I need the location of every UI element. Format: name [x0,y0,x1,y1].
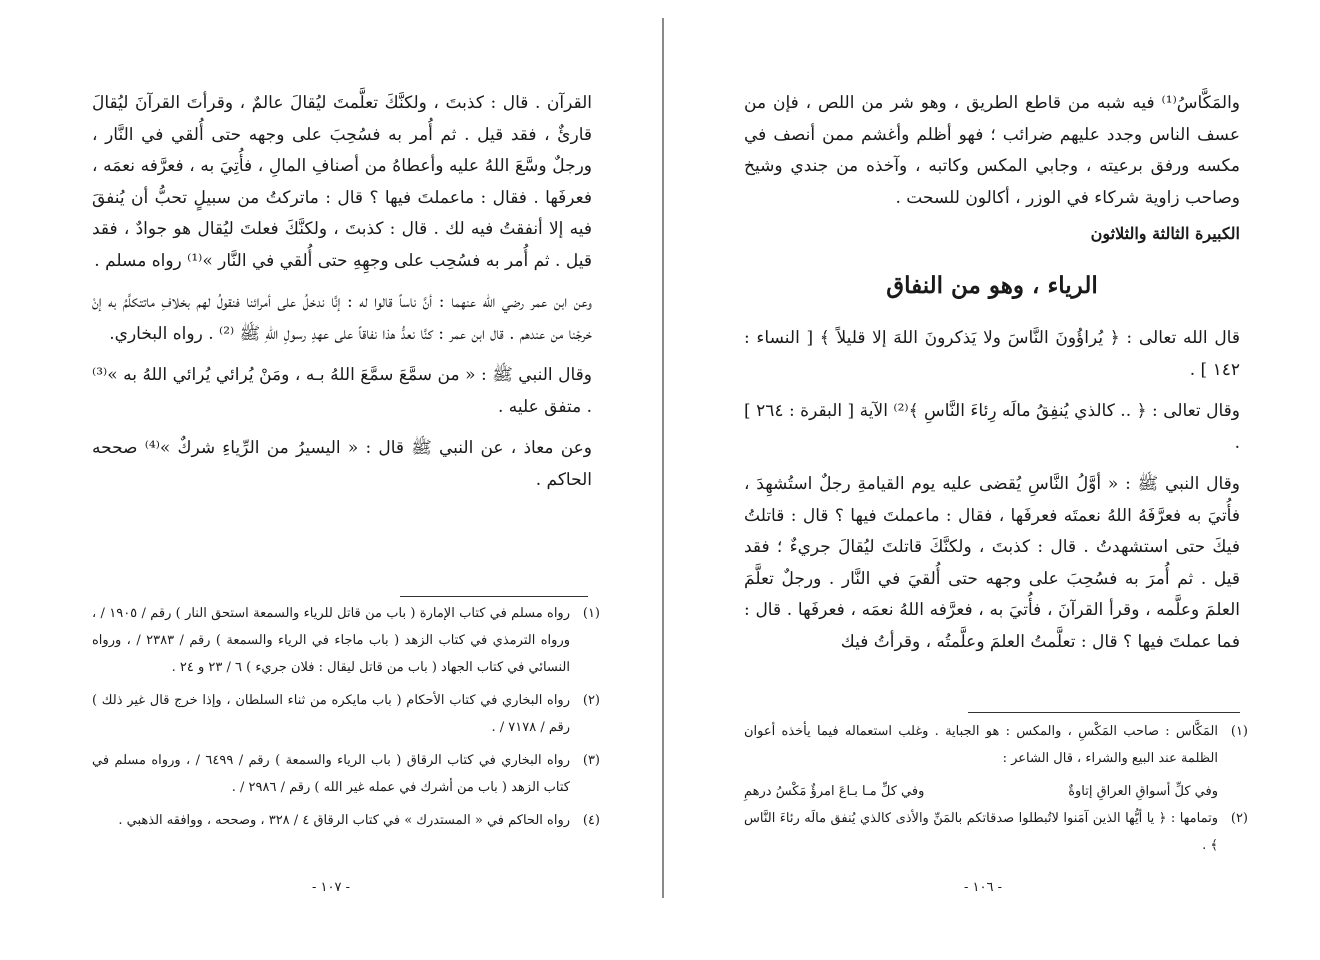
poetry-verse [744,778,1248,805]
footnote-number: (٤) [582,813,600,828]
right-intro-paragraph: والمَكَّاسُ⁽¹⁾ فيه شبه من قاطع الطريق ، وهو شر من اللص ، فإن من عسف الناس وجدد عليهم ضرائب ؛ فهو أظلم وأغشم ممن أنصف في مكسه ورفق برعيته ، وجابي المكس وكاتبه ، وآخذه من جندي وشيخ وصاحب زاوية شركاء في الوزر ، أكالون للسحت . [744,93,1240,208]
footnote-item [92,687,600,741]
book-spine-divider [662,18,664,898]
footnote-item [744,718,1248,772]
footnote-number: (١) [582,606,600,621]
footnote-number: (١) [1230,724,1248,739]
right-paragraph-3: وقال النبي ﷺ : « أوَّلُ النَّاسِ يُقضى عليه يوم القيامةِ رجلٌ استُشهِدَ ، فأُتيَ به فعرَّفَهُ اللهُ نعمتَه فعرفَها ، فقال : ماعملتَ فيها ؟ قال : قاتلتُ فيكَ حتى استشهدتُ . قال : كذبتَ ، ولكنَّكَ قاتلتَ ليُقالَ جريءٌ ؛ فقد قيل . ثم أُمرَ به فسُحِبَ على وجهه حتى أُلقيَ في النَّار . ورجلٌ تعلَّمَ العلمَ وعلَّمه ، وقرأ القرآنَ ، فأُتيَ به ، فعرَّفه اللهُ نعمَه ، فعرفَها . قال : فما عملتَ فيها ؟ قال : تعلَّمتُ العلمَ وعلَّمتُه ، وقرأتُ فيك [744,474,1240,652]
left-page-body [92,88,592,496]
right-page-body [744,88,1240,658]
chapter-title: الرياء ، وهو من النفاق [886,271,1098,299]
left-paragraph-4: وعن معاذ ، عن النبي ﷺ قال : « اليسيرُ من الرِّياءِ شركٌ »⁽⁴⁾ صححه الحاكم . [92,438,592,490]
footnote-text: رواه البخاري في كتاب الرقاق ( باب الرياء والسمعة ) رقم / ٦٤٩٩ / ، ورواه مسلم في كتاب الزهد ( باب من أشرك في عمله غير الله ) رقم / ٢٩٨٦ / . [92,753,570,795]
right-page [668,0,1320,960]
right-footnotes [744,718,1248,865]
verse-first-hemistich: وفي كلِّ أسواقِ العراقِ إتاوةٌ [1068,784,1218,799]
footnote-text: المَكَّاس : صاحب المَكْسِ ، والمكس : هو الجباية . وغلب استعماله فيما يأخذه أعوان الظلمة عند البيع والشراء ، قال الشاعر : [744,724,1218,766]
chapter-label: الكبيرة الثالثة والثلاثون [1090,224,1240,243]
left-page-number: - ١٠٧ - [312,880,351,895]
left-paragraph-1: القرآن . قال : كذبتَ ، ولكنَّكَ تعلَّمتَ ليُقالَ عالمٌ ، وقرأتَ القرآنَ ليُقالَ قارئٌ ، فقد قيل . ثم أُمر به فسُحِبَ على وجهه حتى أُلقي في النَّار ، ورجلٌ وسَّعَ اللهُ عليه وأعطاهُ من أصنافِ المالِ ، فأُتِيَ به ، فعرَّفه نعمَه ، فعرفَها . فقال : ماعملتَ فيها ؟ قال : ماتركتُ من سبيلٍ تحبُّ أن يُنفقَ فيه إلا أنفقتُ فيه لك . قال : كذبتَ ، ولكنَّكَ فعلتَ ليُقال هو جوادٌ ، فقد قيل . ثم أُمر به فسُحِب على وجهِهِ حتى أُلقي في النَّار »⁽¹⁾ رواه مسلم . [92,93,592,271]
footnote-number: (٣) [582,753,600,768]
right-paragraph-2: وقال تعالى : ﴿ .. كالذي يُنفِقُ مالَه رِئاءَ النَّاسِ ﴾⁽²⁾ الآية [ البقرة : ٢٦٤ ] . [744,401,1240,453]
footnote-text: وتمامها : ﴿ يا أيُّها الذين آمَنوا لاتُبطلوا صدقاتكم بالمَنِّ والأذى كالذي يُنفق مالَه رئاءَ النَّاس ﴾ . [744,811,1218,853]
footnote-text: رواه مسلم في كتاب الإمارة ( باب من قاتل للرياء والسمعة استحق النار ) رقم / ١٩٠٥ / ، ورواه الترمذي في كتاب الزهد ( باب ماجاء في الرياء والسمعة ) رقم / ٢٣٨٣ / ، ورواه النسائي في كتاب الجهاد ( باب من قاتل ليقال : فلان جريء ) ٦ / ٢٣ و ٢٤ . [92,606,570,675]
right-footnote-divider [968,712,1240,713]
verse-second-hemistich: وفي كلِّ مـا بـاعَ امرؤٌ مَكْسُ درهمِ [744,784,925,799]
footnote-item [92,747,600,801]
footnote-text: رواه البخاري في كتاب الأحكام ( باب مايكره من ثناء السلطان ، وإذا خرج قال غير ذلك ) رقم / ٧١٧٨ / . [92,693,570,735]
footnote-item [92,600,600,681]
footnote-number: (٢) [582,693,600,708]
right-paragraph-1: قال الله تعالى : ﴿ يُراؤُونَ النَّاسَ ولا يَذكرونَ اللهَ إلا قليلاً ﴾ [ النساء : ١٤٢ ] . [744,328,1240,380]
left-footnotes [92,600,600,840]
footnote-number: (٢) [1230,811,1248,826]
left-paragraph-3: وقال النبي ﷺ : « من سمَّعَ سمَّعَ اللهُ بـه ، ومَنْ يُرائي يُرائي اللهُ به »⁽³⁾ . متفق عليه . [92,365,592,417]
left-paragraph-2: وعن ابن عمر رضي الله عنهما : أنَّ ناساً قالوا له : إنَّا ندخلُ على أمرائنا فنقولُ لهم بخلافِ ماتتكلَّمُ به إنْ خرجْنا من عندهم . قال ابن عمر : كنَّا نعدُّ هذا نفاقاً على عهدِ رسولِ اللهِ ﷺ ⁽²⁾ . رواه البخاري. [92,292,592,344]
footnote-item [92,807,600,834]
left-footnote-divider [400,596,588,597]
footnote-item [744,805,1248,859]
footnote-text: رواه الحاكم في « المستدرك » في كتاب الرقاق ٤ / ٣٢٨ ، وصححه ، ووافقه الذهبي . [118,813,570,828]
right-page-number: - ١٠٦ - [964,880,1003,895]
